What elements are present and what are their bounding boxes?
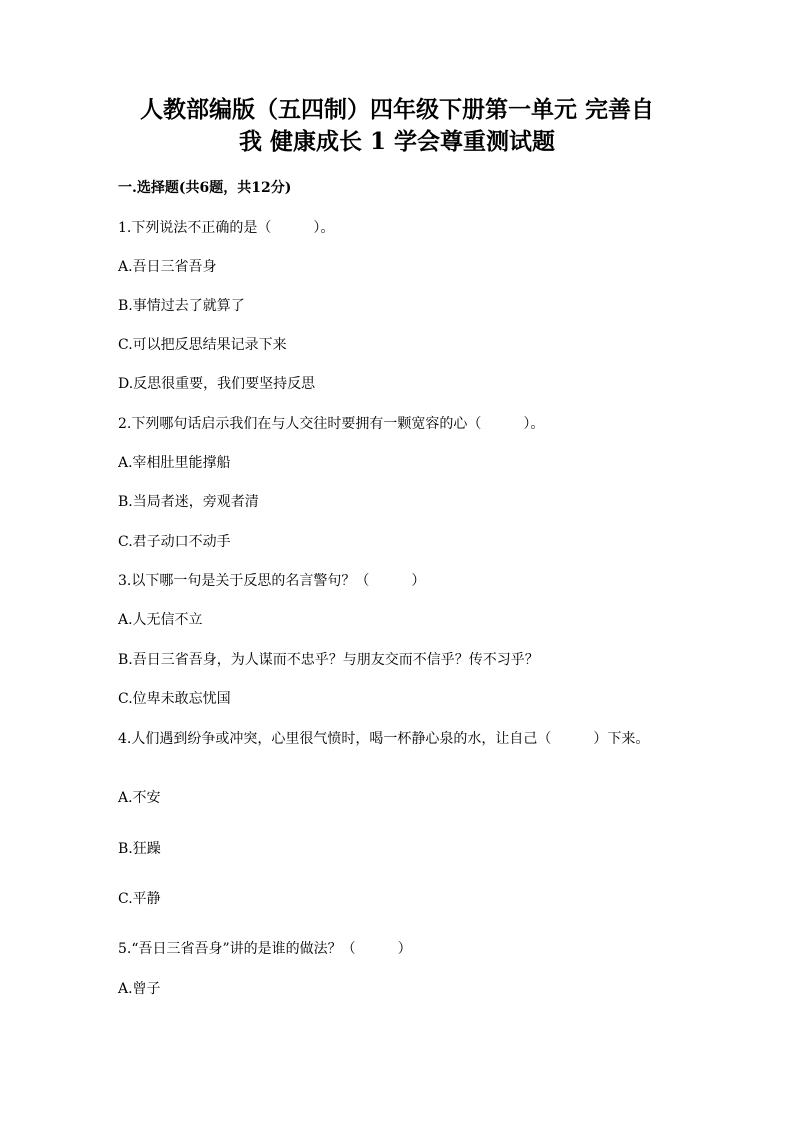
question-2-stem: 2.下列哪句话启示我们在与人交往时要拥有一颗宽容的心（ ）。 <box>118 416 545 432</box>
question-4-stem: 4.人们遇到纷争或冲突，心里很气愤时，喝一杯静心泉的水，让自己（ ）下来。 <box>118 731 650 747</box>
question-5-stem: 5.“吾日三省吾身”讲的是谁的做法？（ ） <box>118 941 412 957</box>
question-3-option-b: B.吾日三省吾身，为人谋而不忠乎？与朋友交而不信乎？传不习乎？ <box>118 652 539 668</box>
section-heading: 一.选择题(共6题，共12分) <box>118 180 292 196</box>
question-2-option-c: C.君子动口不动手 <box>118 534 231 550</box>
question-3-option-c: C.位卑未敢忘忧国 <box>118 691 231 707</box>
question-1-stem: 1.下列说法不正确的是（ ）。 <box>118 220 335 236</box>
question-4-option-c: C.平静 <box>118 891 161 907</box>
question-4-option-a: A.不安 <box>118 790 161 806</box>
question-1-option-a: A.吾日三省吾身 <box>118 259 217 275</box>
question-1-option-b: B.事情过去了就算了 <box>118 298 245 314</box>
question-5-option-a: A.曾子 <box>118 981 161 997</box>
title-line-2: 我 健康成长 1 学会尊重测试题 <box>238 128 556 155</box>
question-4-option-b: B.狂躁 <box>118 841 161 857</box>
question-2-option-b: B.当局者迷，旁观者清 <box>118 494 259 510</box>
question-1-option-c: C.可以把反思结果记录下来 <box>118 337 287 353</box>
question-3-stem: 3.以下哪一句是关于反思的名言警句？（ ） <box>118 573 426 589</box>
page-title <box>110 94 684 158</box>
question-3-option-a: A.人无信不立 <box>118 612 203 628</box>
question-2-option-a: A.宰相肚里能撑船 <box>118 455 231 471</box>
title-line-1: 人教部编版（五四制）四年级下册第一单元 完善自 <box>139 96 654 123</box>
question-1-option-d: D.反思很重要，我们要坚持反思 <box>118 376 316 392</box>
